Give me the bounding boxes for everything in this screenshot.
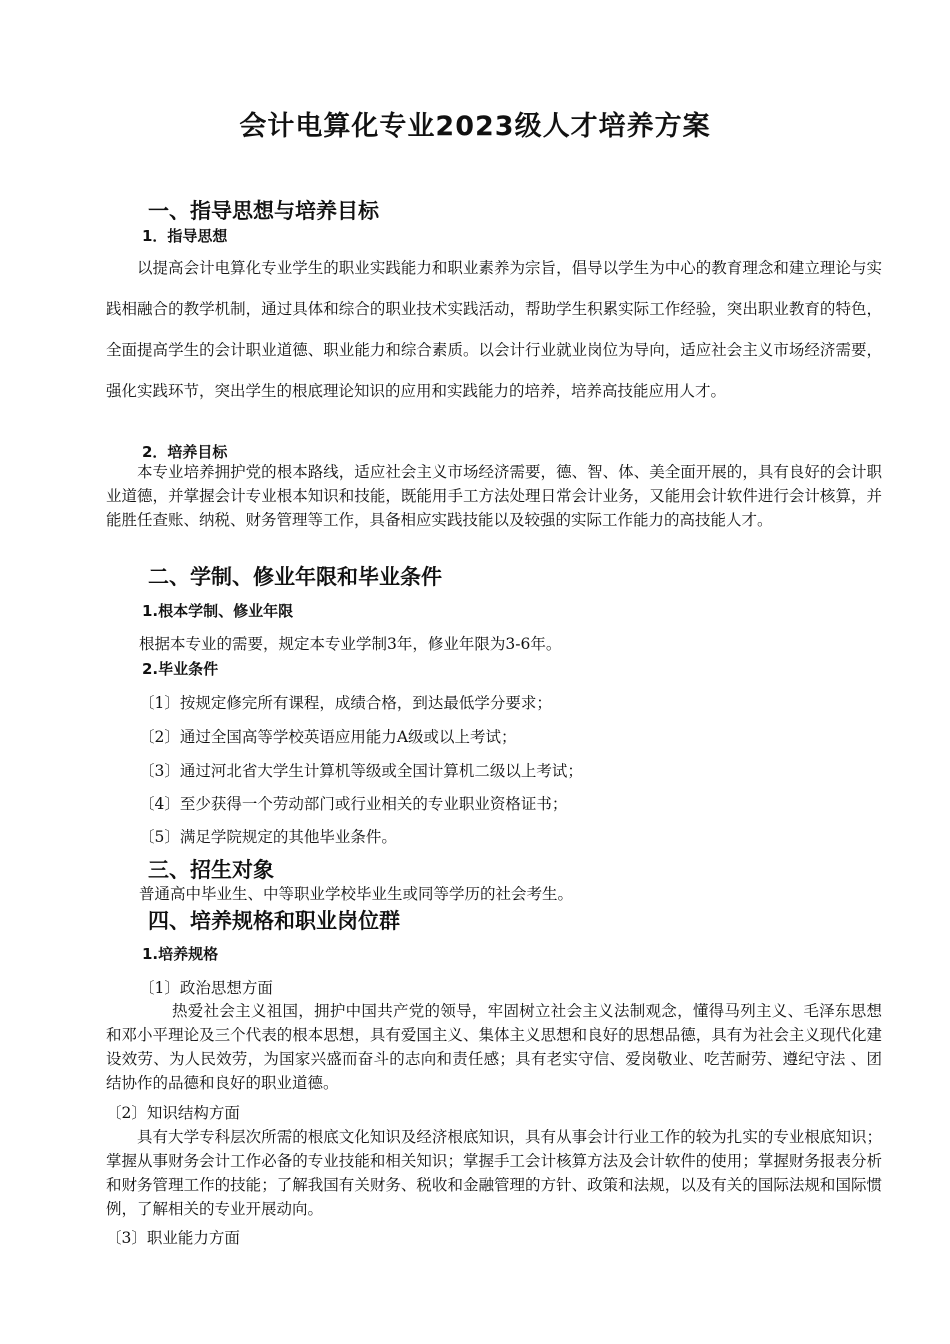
graduation-condition-item: 〔2〕通过全国高等学校英语应用能力A级或以上考试； bbox=[139, 728, 517, 746]
graduation-condition-item: 〔4〕至少获得一个劳动部门或行业相关的专业职业资格证书； bbox=[139, 795, 568, 813]
section-2-heading: 二、学制、修业年限和毕业条件 bbox=[148, 565, 442, 589]
enrollment-text: 普通高中毕业生、中等职业学校毕业生或同等学历的社会考生。 bbox=[139, 885, 574, 903]
political-ideology-item: 〔1〕政治思想方面 bbox=[139, 979, 273, 997]
graduation-condition-item: 〔5〕满足学院规定的其他毕业条件。 bbox=[139, 828, 397, 846]
knowledge-structure-item: 〔2〕知识结构方面 bbox=[106, 1104, 240, 1122]
section-3-heading: 三、招生对象 bbox=[148, 858, 274, 882]
knowledge-structure-paragraph: 具有大学专科层次所需的根底文化知识及经济根底知识，具有从事会计行业工作的较为扎实的专业根底知识；掌握从事财务会计工作必备的专业技能和相关知识；掌握手工会计核算方法及会计软件的使用；掌握财务报表分析和财务管理工作的技能；了解我国有关财务、税收和金融管理的方针、政策和法规，以及有关的国际法规和国际惯例，了解相关的专业开展动向。 bbox=[106, 1128, 882, 1218]
document-title: 会计电算化专业2023级人才培养方案 bbox=[239, 111, 711, 142]
training-goal-paragraph: 本专业培养拥护党的根本路线，适应社会主义市场经济需要，德、智、体、美全面开展的，具有良好的会计职业道德，并掌握会计专业根本知识和技能，既能用手工方法处理日常会计业务，又能用会计软件进行会计核算，并能胜任查账、纳税、财务管理等工作，具备相应实践技能以及较强的实际工作能力的高技能人才。 bbox=[106, 463, 882, 529]
section-1-heading: 一、指导思想与培养目标 bbox=[148, 199, 379, 223]
graduation-condition-item: 〔1〕按规定修完所有课程，成绩合格，到达最低学分要求； bbox=[139, 694, 552, 712]
section-1-subheading-training-goal: 2．培养目标 bbox=[142, 443, 228, 461]
section-4-subheading-specification: 1.培养规格 bbox=[142, 945, 219, 963]
section-2-subheading-graduation: 2.毕业条件 bbox=[142, 660, 219, 678]
professional-ability-item: 〔3〕职业能力方面 bbox=[106, 1229, 240, 1247]
section-1-subheading-guiding-thought: 1．指导思想 bbox=[142, 227, 228, 245]
schooling-text: 根据本专业的需要，规定本专业学制3年，修业年限为3-6年。 bbox=[139, 635, 562, 653]
graduation-condition-item: 〔3〕通过河北省大学生计算机等级或全国计算机二级以上考试； bbox=[139, 762, 583, 780]
section-2-subheading-schooling: 1.根本学制、修业年限 bbox=[142, 602, 294, 620]
political-ideology-paragraph: 热爱社会主义祖国，拥护中国共产党的领导，牢固树立社会主义法制观念，懂得马列主义、毛泽东思想和邓小平理论及三个代表的根本思想，具有爱国主义、集体主义思想和良好的思想品德，具有为社会主义现代化建设效劳、为人民效劳，为国家兴盛而奋斗的志向和责任感；具有老实守信、爱岗敬业、吃苦耐劳、遵纪守法 、团结协作的品德和良好的职业道德。 bbox=[106, 1002, 882, 1092]
section-4-heading: 四、培养规格和职业岗位群 bbox=[148, 909, 400, 933]
guiding-thought-paragraph: 以提高会计电算化专业学生的职业实践能力和职业素养为宗旨，倡导以学生为中心的教育理念和建立理论与实践相融合的教学机制，通过具体和综合的职业技术实践活动，帮助学生积累实际工作经验，突出职业教育的特色，全面提高学生的会计职业道德、职业能力和综合素质。以会计行业就业岗位为导向，适应社会主义市场经济需要，强化实践环节，突出学生的根底理论知识的应用和实践能力的培养，培养高技能应用人才。 bbox=[106, 259, 882, 400]
